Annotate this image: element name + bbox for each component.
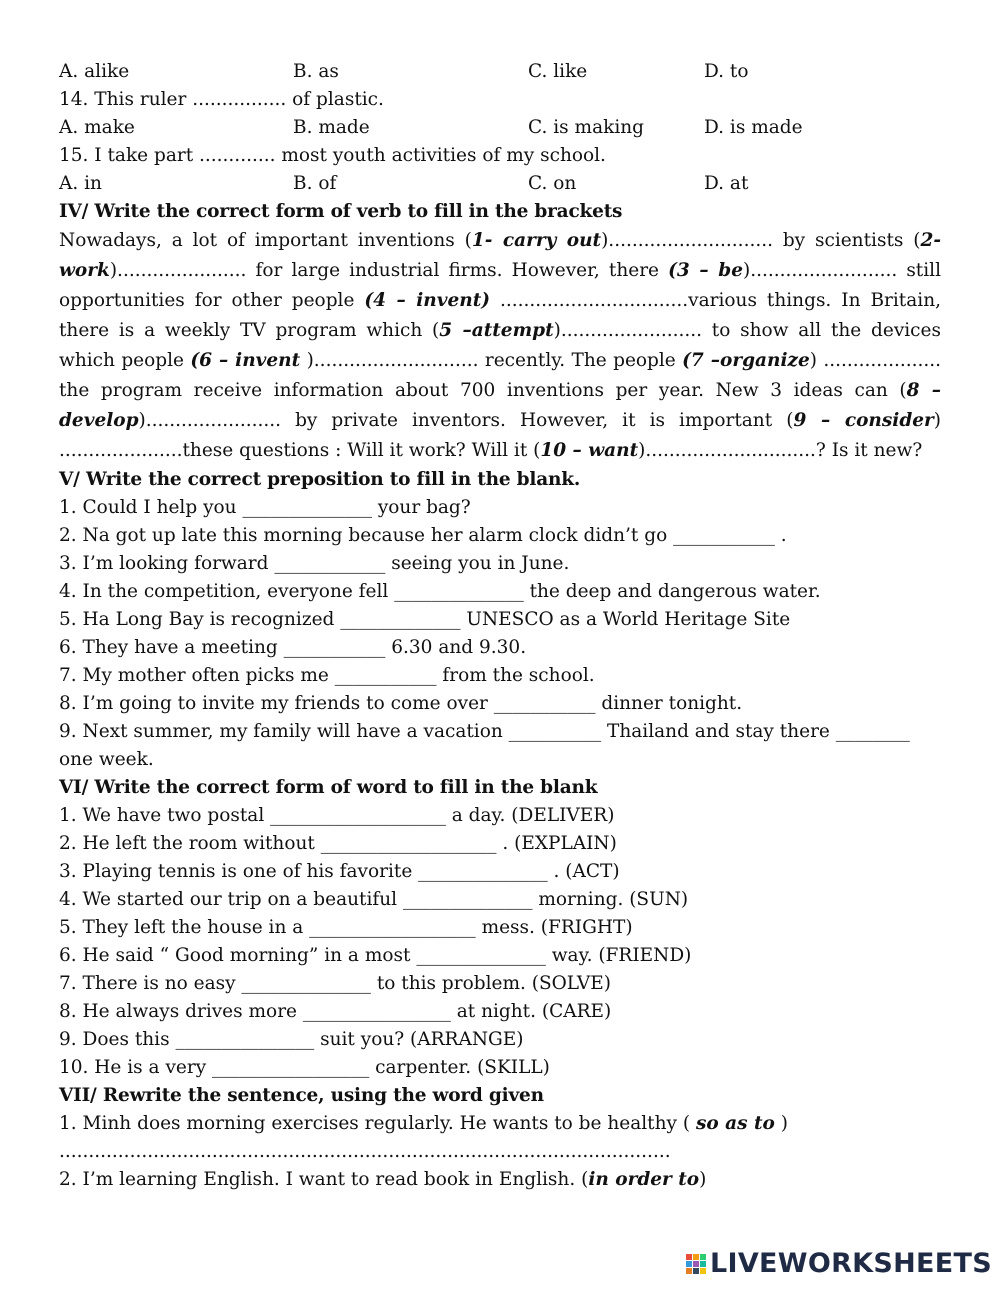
blank-6[interactable]: )............................ recently. The people [300,350,683,371]
logo-square [700,1254,706,1260]
q15-option-d[interactable]: D. at [704,173,749,194]
verb-hint-8: 8 – develop [59,380,941,431]
blank-4[interactable]: ................................various things. In Britain, there is a weekly TV program which ( [59,290,941,341]
blank-9[interactable]: ) .....................these questions : Will it work? Will it ( [59,410,941,461]
item-1-text: 1. Minh does morning exercises regularly. He wants to be healthy ( [59,1113,696,1134]
worksheet-page [59,58,941,1194]
section-4-paragraph [59,226,941,466]
logo-square [693,1261,699,1267]
verb-hint-10: 10 – want [540,440,639,461]
verb-hint-2: 2-work [59,230,942,281]
section-5-item[interactable]: 4. In the competition, everyone fell ______________ the deep and dangerous water. [59,581,821,602]
section-6-item[interactable]: 6. He said “ Good morning” in a most ______________ way. (FRIEND) [59,945,692,966]
section-6-item[interactable]: 4. We started our trip on a beautiful ______________ morning. (SUN) [59,889,689,910]
item-2-end: ) [699,1169,707,1190]
section-5-item[interactable]: 3. I’m looking forward ____________ seeing you in June. [59,553,570,574]
logo-square [686,1268,692,1274]
q14-option-c[interactable]: C. is making [528,117,645,138]
logo-square [686,1254,692,1260]
section-7-heading: VII/ Rewrite the sentence, using the word given [59,1085,544,1106]
section-6-item[interactable]: 1. We have two postal ___________________ a day. (DELIVER) [59,805,615,826]
q15-option-c[interactable]: C. on [528,173,577,194]
logo-square [700,1268,706,1274]
section-6-item[interactable]: 7. There is no easy ______________ to this problem. (SOLVE) [59,973,611,994]
q14-option-b[interactable]: B. made [293,117,370,138]
item-2-text: 2. I’m learning English. I want to read book in English. ( [59,1169,589,1190]
q13-option-c[interactable]: C. like [528,61,588,82]
logo-square [693,1268,699,1274]
q15-option-a[interactable]: A. in [59,173,102,194]
item-2-hint: in order to [588,1169,700,1190]
section-5-item[interactable]: 8. I’m going to invite my friends to come over ___________ dinner tonight. [59,693,743,714]
q13-option-d[interactable]: D. to [704,61,749,82]
blank-10[interactable]: ).............................? Is it new? [638,440,923,461]
q13-option-b[interactable]: B. as [293,61,339,82]
verb-hint-7: (7 –organize [682,350,810,371]
section-6-item[interactable]: 10. He is a very _________________ carpenter. (SKILL) [59,1057,550,1078]
section-4-heading: IV/ Write the correct form of verb to fill in the brackets [59,201,623,222]
verb-hint-6: (6 – invent [190,350,301,371]
section-5-item[interactable]: 1. Could I help you ______________ your bag? [59,497,471,518]
section-5-heading: V/ Write the correct preposition to fill in the blank. [59,469,581,490]
verb-hint-5: 5 –attempt [439,320,554,341]
blank-7[interactable]: ) .................... the program receive information about 700 inventions per year. New 3 ideas can ( [59,350,941,401]
blank-8[interactable]: )....................... by private inventors. However, it is important ( [138,410,794,431]
section-5-item-continued: one week. [59,749,154,770]
verb-hint-3: (3 – be [668,260,743,281]
item-1-end: ) [774,1113,788,1134]
answer-line[interactable]: ........................................................................................................ [59,1141,671,1162]
section-5-item[interactable]: 6. They have a meeting ___________ 6.30 and 9.30. [59,637,527,658]
section-5-item[interactable]: 9. Next summer, my family will have a vacation __________ Thailand and stay there ________ [59,721,910,742]
q15-options [59,170,941,198]
logo-text: LIVEWORKSHEETS [709,1248,992,1279]
section-6-item[interactable]: 8. He always drives more ________________ at night. (CARE) [59,1001,612,1022]
section-5-item[interactable]: 7. My mother often picks me ___________ from the school. [59,665,595,686]
section-6-item[interactable]: 3. Playing tennis is one of his favorite ______________ . (ACT) [59,861,620,882]
section-6-item[interactable]: 5. They left the house in a __________________ mess. (FRIGHT) [59,917,633,938]
logo-square [686,1261,692,1267]
q13-option-a[interactable]: A. alike [59,61,130,82]
logo-square [700,1261,706,1267]
q14-option-d[interactable]: D. is made [704,117,803,138]
q13-options [59,58,941,86]
blank-1[interactable]: )............................ by scientists ( [601,230,921,251]
liveworksheets-logo[interactable] [686,1248,992,1279]
section-5-item[interactable]: 2. Na got up late this morning because her alarm clock didn’t go ___________ . [59,525,787,546]
q15-question: 15. I take part ............. most youth activities of my school. [59,145,606,166]
section-6-item[interactable]: 9. Does this _______________ suit you? (ARRANGE) [59,1029,524,1050]
section-6-item[interactable]: 2. He left the room without ___________________ . (EXPLAIN) [59,833,617,854]
section-7-item-1 [59,1110,941,1138]
logo-square [693,1254,699,1260]
section-7-item-2 [59,1166,941,1194]
blank-5[interactable]: )........................ to show all the devices which people [59,320,941,371]
verb-hint-4: (4 – invent) [364,290,491,311]
q14-options [59,114,941,142]
verb-hint-1: 1- carry out [471,230,602,251]
logo-grid-icon [686,1254,706,1274]
q14-option-a[interactable]: A. make [59,117,135,138]
q15-option-b[interactable]: B. of [293,173,337,194]
section-6-heading: VI/ Write the correct form of word to fill in the blank [59,777,598,798]
para-text: Nowadays, a lot of important inventions ( [59,230,472,251]
verb-hint-9: 9 – consider [793,410,934,431]
q14-question: 14. This ruler ................ of plastic. [59,89,384,110]
blank-3[interactable]: )......................... still opportunities for other people [59,260,941,311]
item-1-hint: so as to [695,1113,775,1134]
blank-2[interactable]: )...................... for large industrial firms. However, there [109,260,669,281]
section-5-item[interactable]: 5. Ha Long Bay is recognized _____________ UNESCO as a World Heritage Site [59,609,791,630]
